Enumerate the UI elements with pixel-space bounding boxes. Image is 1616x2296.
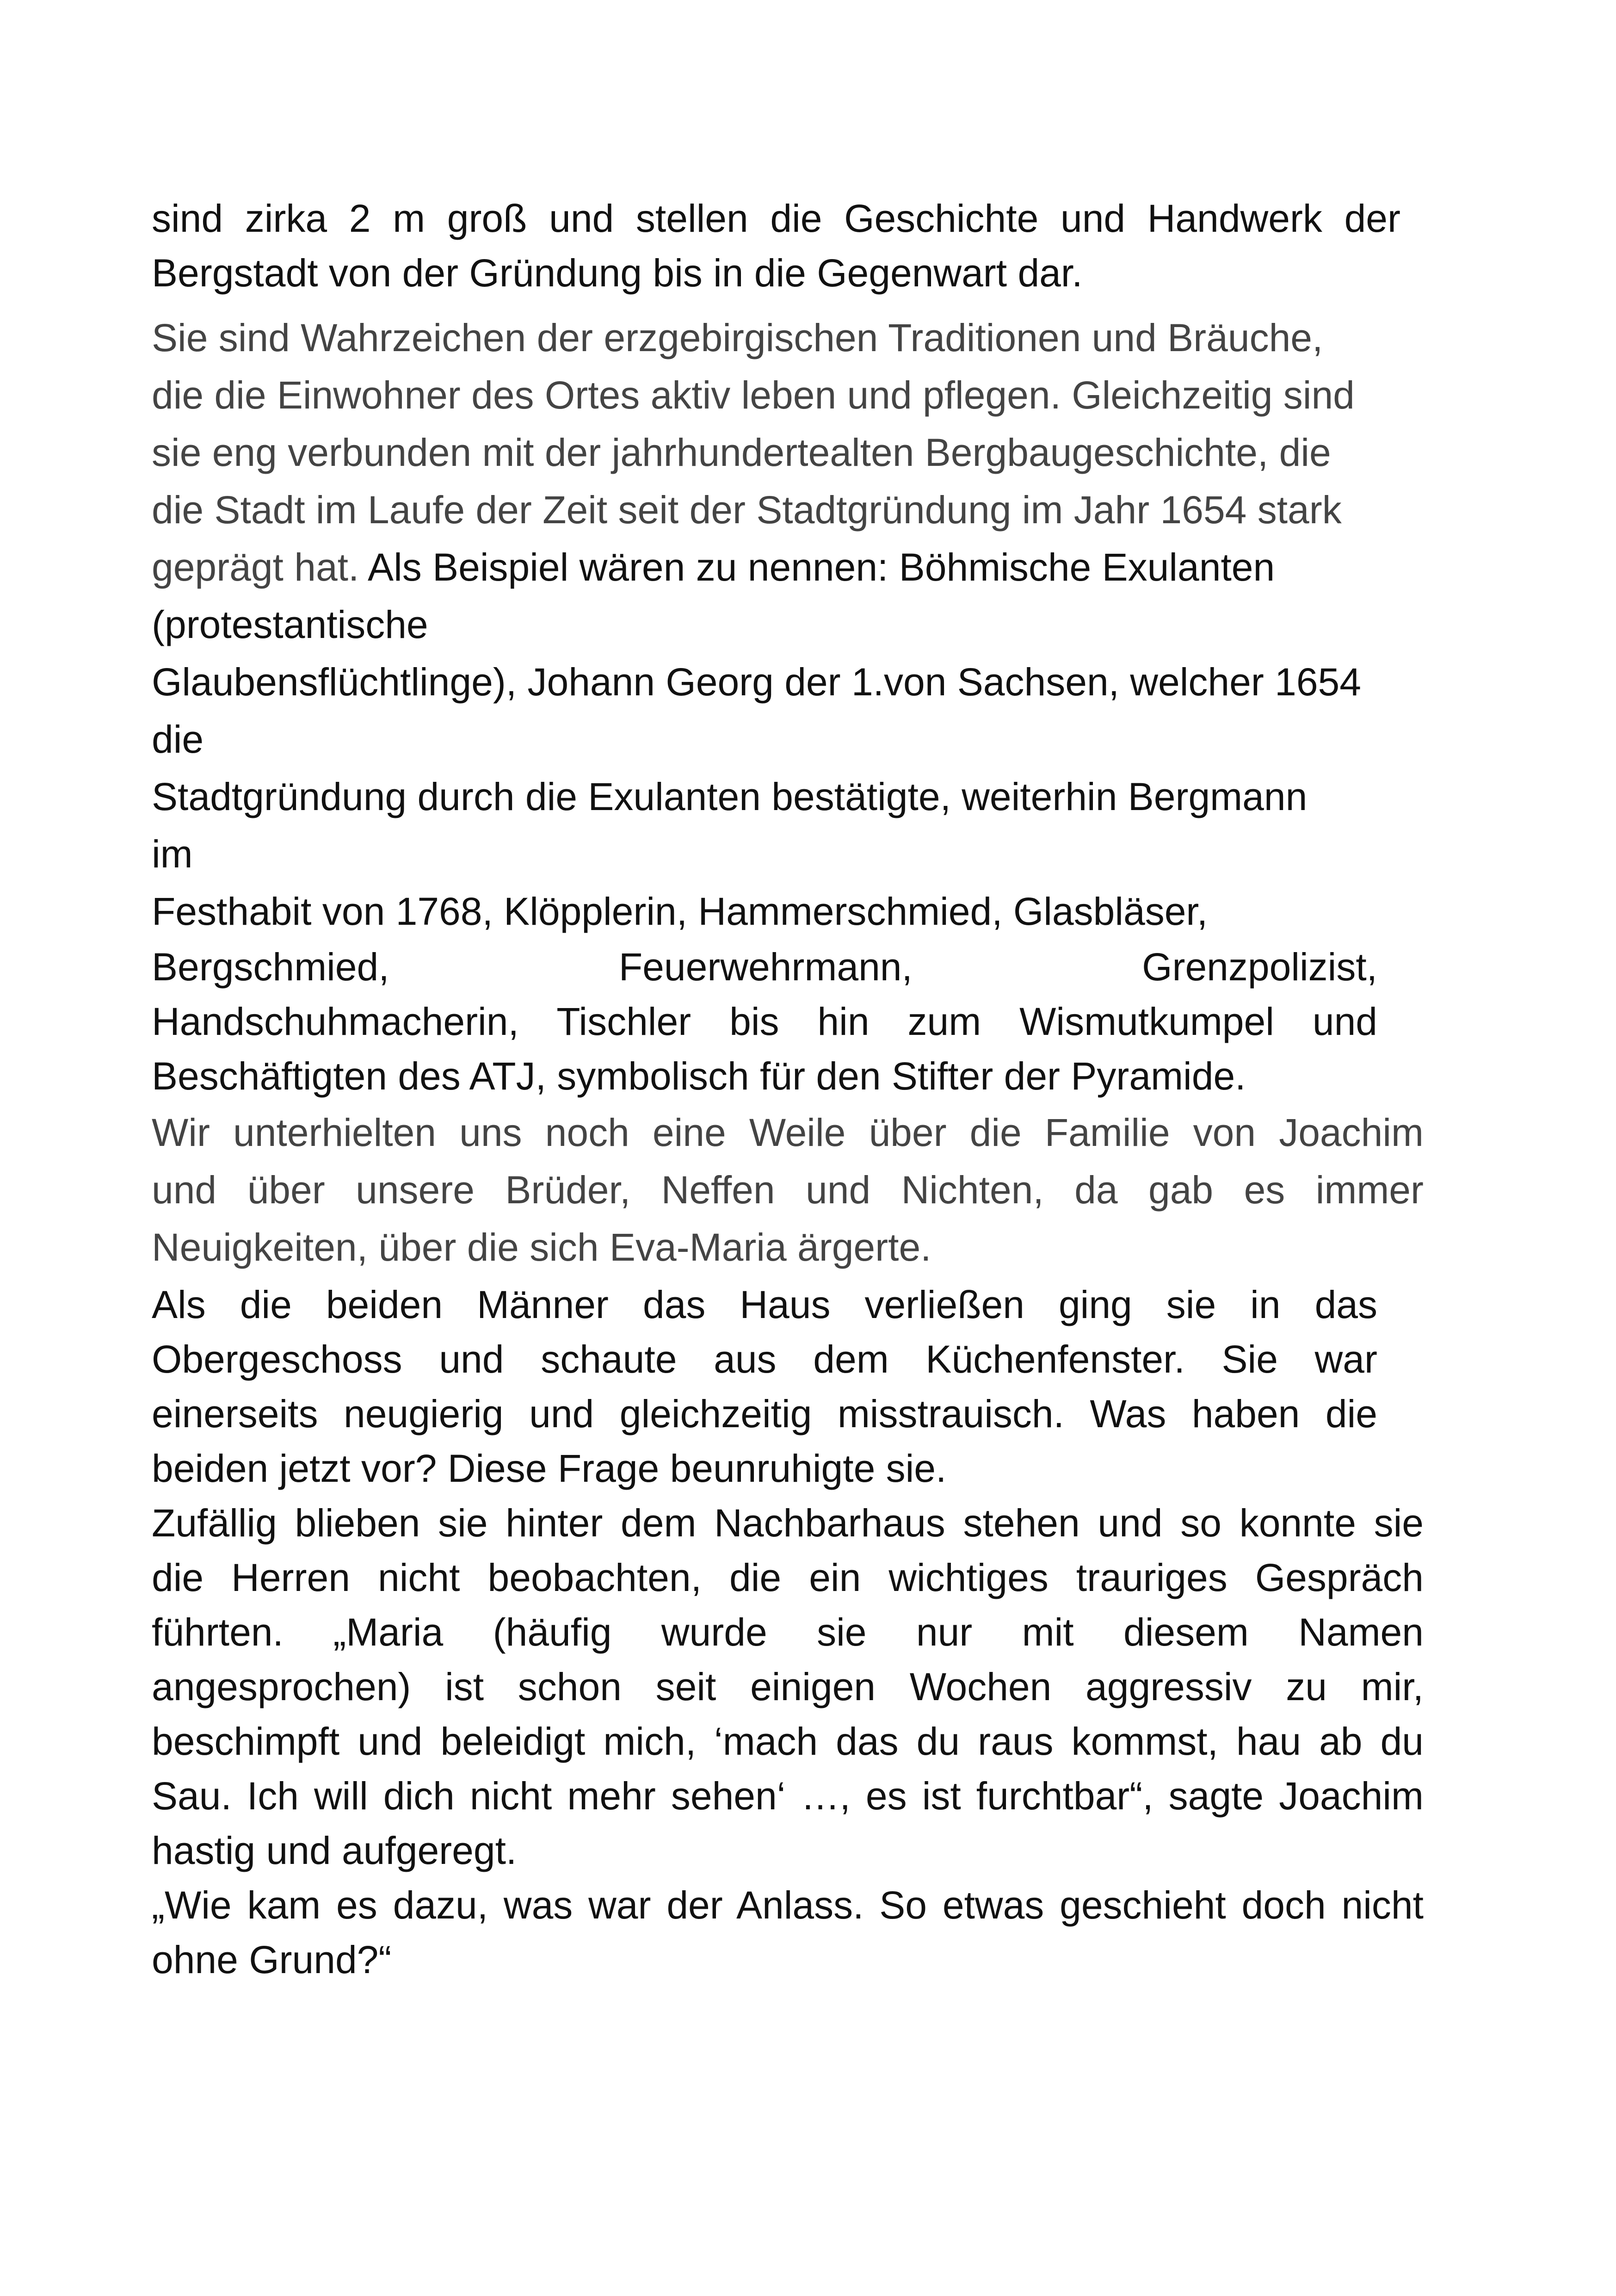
text-line: sie eng verbunden mit der jahrhundertealten Bergbaugeschichte, die: [152, 431, 1331, 474]
text-line: Stadtgründung durch die Exulanten bestätigte, weiterhin Bergmann: [152, 775, 1308, 818]
text-span: Als Beispiel wären zu nennen: Böhmische Exulanten: [359, 545, 1275, 589]
text-line: Obergeschoss und schaute aus dem Küchenfenster. Sie war: [152, 1337, 1377, 1381]
text-line: beschimpft und beleidigt mich, ‘mach das du raus kommst, hau ab du: [152, 1720, 1424, 1763]
text-line: Beschäftigten des ATJ, symbolisch für den Stifter der Pyramide.: [152, 1054, 1246, 1098]
text-line: beiden jetzt vor? Diese Frage beunruhigte sie.: [152, 1447, 947, 1490]
text-line: Sie sind Wahrzeichen der erzgebirgischen Traditionen und Bräuche,: [152, 316, 1323, 359]
text-line: angesprochen) ist schon seit einigen Wochen aggressiv zu mir,: [152, 1665, 1424, 1708]
text-line: führten. „Maria (häufig wurde sie nur mit diesem Namen: [152, 1610, 1424, 1654]
text-line: sind zirka 2 m groß und stellen die Geschichte und Handwerk der: [152, 197, 1400, 240]
text-line: die die Einwohner des Ortes aktiv leben und pflegen. Gleichzeitig sind: [152, 373, 1355, 417]
text-line: Bergstadt von der Gründung bis in die Gegenwart dar.: [152, 251, 1083, 295]
text-line: ohne Grund?“: [152, 1938, 392, 1981]
text-line: Sau. Ich will dich nicht mehr sehen‘ …, es ist furchtbar“, sagte Joachim: [152, 1774, 1424, 1818]
text-line: Wir unterhielten uns noch eine Weile über die Familie von Joachim: [152, 1111, 1424, 1154]
text-line: Glaubensflüchtlinge), Johann Georg der 1.von Sachsen, welcher 1654: [152, 660, 1361, 704]
text-span: geprägt hat.: [152, 545, 359, 589]
text-line: Festhabit von 1768, Klöpplerin, Hammerschmied, Glasbläser,: [152, 890, 1208, 933]
text-line: Handschuhmacherin, Tischler bis hin zum Wismutkumpel und: [152, 1000, 1377, 1043]
text-line: im: [152, 832, 193, 876]
text-line: die: [152, 718, 204, 761]
text-line: und über unsere Brüder, Neffen und Nichten, da gab es immer: [152, 1168, 1424, 1212]
text-line: hastig und aufgeregt.: [152, 1829, 517, 1872]
text-line: Bergschmied, Feuerwehrmann, Grenzpolizist,: [152, 945, 1377, 989]
text-line: „Wie kam es dazu, was war der Anlass. So etwas geschieht doch nicht: [152, 1883, 1424, 1927]
text-line: Als die beiden Männer das Haus verließen ging sie in das: [152, 1283, 1377, 1326]
text-line-mixed: [152, 544, 1275, 590]
text-line: Neuigkeiten, über die sich Eva-Maria ärgerte.: [152, 1225, 931, 1269]
text-line: einerseits neugierig und gleichzeitig misstrauisch. Was haben die: [152, 1392, 1377, 1436]
text-line: (protestantische: [152, 603, 428, 646]
text-line: die Herren nicht beobachten, die ein wichtiges trauriges Gespräch: [152, 1556, 1424, 1599]
text-line: Zufällig blieben sie hinter dem Nachbarhaus stehen und so konnte sie: [152, 1501, 1424, 1545]
text-line: die Stadt im Laufe der Zeit seit der Stadtgründung im Jahr 1654 stark: [152, 488, 1342, 532]
